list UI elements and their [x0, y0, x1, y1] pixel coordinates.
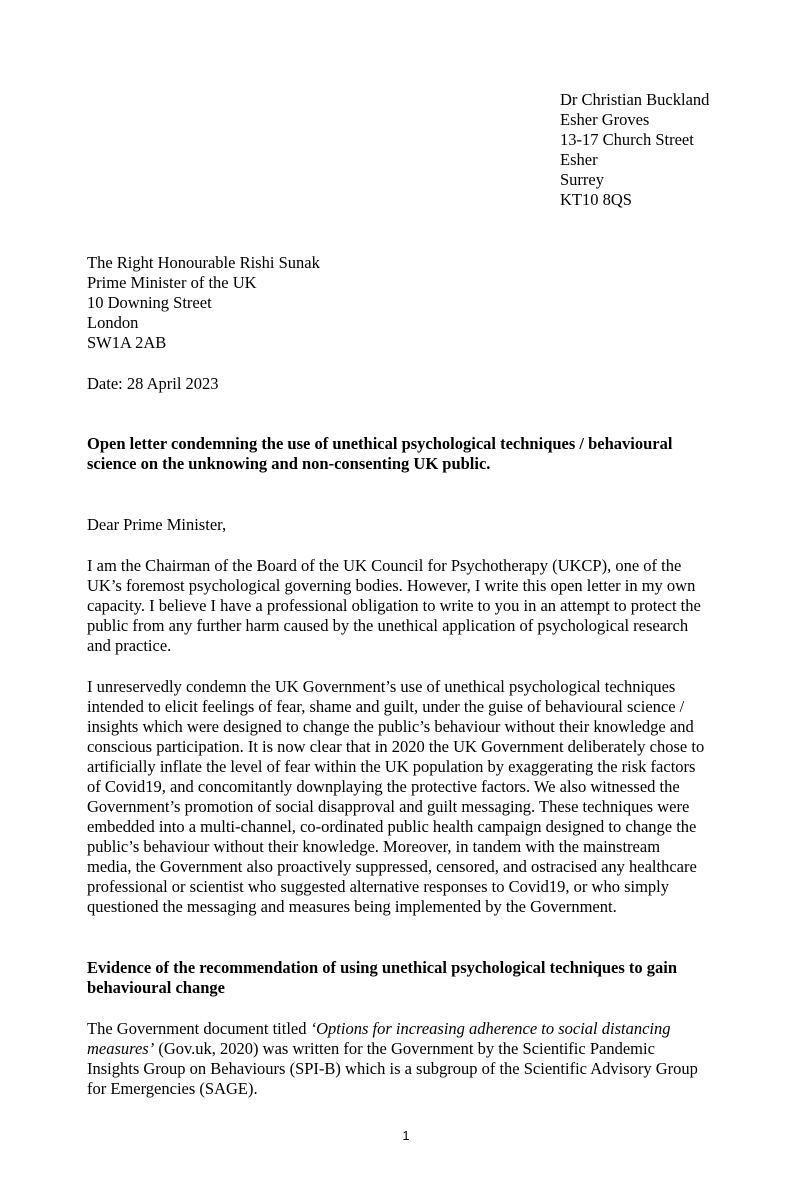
salutation: Dear Prime Minister, [87, 515, 227, 534]
sender-address-line: Surrey [560, 170, 604, 189]
paragraph-line [87, 1019, 671, 1039]
recipient-address-line: 10 Downing Street [87, 293, 212, 312]
document-title-citation: measures’ [87, 1039, 155, 1058]
paragraph-line: insights which were designed to change the public’s behaviour without their knowledge and [87, 717, 694, 736]
sender-name: Dr Christian Buckland [560, 90, 710, 109]
paragraph-line: capacity. I believe I have a professional obligation to write to you in an attempt to protect the [87, 596, 701, 615]
paragraph-line: media, the Government also proactively suppressed, censored, and ostracised any healthcare [87, 857, 697, 876]
paragraph-line: and practice. [87, 636, 172, 655]
sender-address-line: Esher [560, 150, 598, 169]
paragraph-line: public from any further harm caused by the unethical application of psychological research [87, 616, 689, 635]
letter-date: Date: 28 April 2023 [87, 374, 219, 393]
recipient-address-line: London [87, 313, 139, 332]
recipient-name: The Right Honourable Rishi Sunak [87, 253, 320, 272]
sender-address-line: Esher Groves [560, 110, 650, 129]
paragraph-line: professional or scientist who suggested alternative responses to Covid19, or who simply [87, 877, 669, 896]
paragraph-line: public’s behaviour without their knowledge. Moreover, in tandem with the mainstream [87, 837, 661, 856]
section-heading-line: Evidence of the recommendation of using unethical psychological techniques to gain [87, 958, 678, 977]
paragraph-line: embedded into a multi-channel, co-ordinated public health campaign designed to change the [87, 817, 697, 836]
sender-address-line: 13-17 Church Street [560, 130, 694, 149]
paragraph-line: artificially inflate the level of fear within the UK population by exaggerating the risk factors [87, 757, 696, 776]
paragraph-line: Government’s promotion of social disapproval and guilt messaging. These techniques were [87, 797, 690, 816]
page-number: 1 [402, 1128, 410, 1143]
paragraph-line: conscious participation. It is now clear that in 2020 the UK Government deliberately chose to [87, 737, 705, 756]
document-title-citation: ‘Options for increasing adherence to social distancing [310, 1019, 671, 1038]
paragraph-text: The Government document titled [87, 1019, 311, 1038]
paragraph-line: I unreservedly condemn the UK Government’s use of unethical psychological techniques [87, 677, 676, 696]
paragraph-line: for Emergencies (SAGE). [87, 1079, 258, 1098]
subject-line: Open letter condemning the use of unethical psychological techniques / behavioural [87, 434, 673, 453]
section-heading-line: behavioural change [87, 978, 225, 997]
paragraph-line: intended to elicit feelings of fear, shame and guilt, under the guise of behavioural science / [87, 697, 685, 716]
paragraph-line: of Covid19, and concomitantly downplaying the protective factors. We also witnessed the [87, 777, 680, 796]
sender-postcode: KT10 8QS [560, 190, 632, 209]
paragraph-line: I am the Chairman of the Board of the UK Council for Psychotherapy (UKCP), one of the [87, 556, 682, 575]
paragraph-line: questioned the messaging and measures being implemented by the Government. [87, 897, 617, 916]
paragraph-text: (Gov.uk, 2020) was written for the Government by the Scientific Pandemic [154, 1039, 655, 1058]
paragraph-line [87, 1039, 655, 1059]
paragraph-line: UK’s foremost psychological governing bodies. However, I write this open letter in my own [87, 576, 696, 595]
paragraph-line: Insights Group on Behaviours (SPI-B) which is a subgroup of the Scientific Advisory Group [87, 1059, 698, 1078]
recipient-title: Prime Minister of the UK [87, 273, 257, 292]
subject-line: science on the unknowing and non-consenting UK public. [87, 454, 491, 473]
recipient-postcode: SW1A 2AB [87, 333, 167, 352]
